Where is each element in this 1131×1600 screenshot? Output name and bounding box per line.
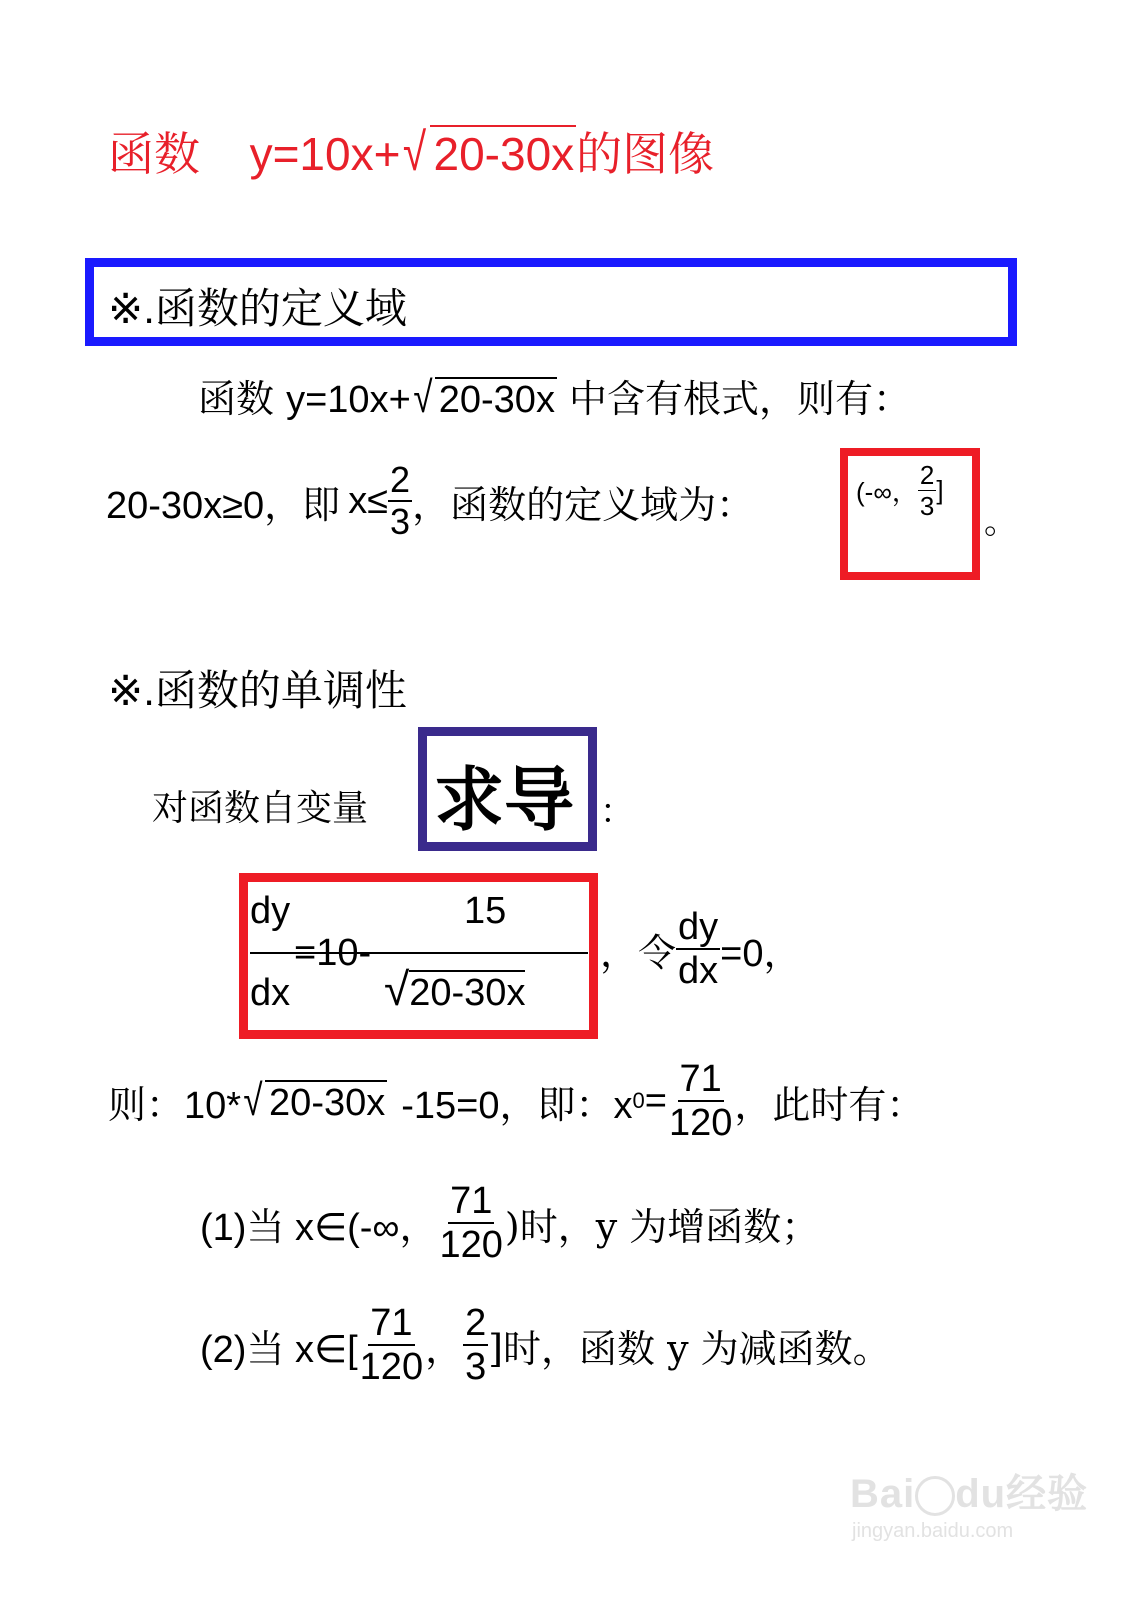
section1-heading: ※.函数的定义域 bbox=[108, 285, 407, 332]
line1-sqrt: √ 20-30x bbox=[413, 373, 555, 422]
section2-heading: ※.函数的单调性 bbox=[108, 667, 407, 714]
set-zero-dx: dx bbox=[678, 950, 719, 992]
qiudao-colon: ： bbox=[600, 792, 634, 832]
case1-label: (1)当 x∈(-∞， bbox=[200, 1206, 438, 1249]
x0-numerator: 71 bbox=[679, 1058, 722, 1100]
baidu-watermark bbox=[850, 1462, 1088, 1519]
set-zero-fraction bbox=[676, 908, 720, 990]
set-zero-suffix: =0， bbox=[720, 932, 802, 975]
line1-radicand: 20-30x bbox=[435, 377, 557, 422]
title-suffix: 的图像 bbox=[576, 128, 715, 180]
x0-denominator: 120 bbox=[668, 1102, 733, 1144]
domain-interval bbox=[856, 462, 944, 519]
domain-end-period: 。 bbox=[984, 502, 1018, 542]
case1-fraction bbox=[438, 1182, 505, 1264]
watermark-cn: 经验 bbox=[1006, 1472, 1089, 1516]
deriv-sqrt: √20-30x bbox=[384, 963, 526, 1015]
set-zero-dy: dy bbox=[678, 906, 719, 948]
case2-comma: ， bbox=[425, 1328, 464, 1371]
derivative-intro: 对函数自变量 bbox=[152, 788, 369, 829]
line1-prefix: 函数 bbox=[198, 377, 275, 421]
line1-suffix: 中含有根式，则有： bbox=[569, 377, 912, 421]
watermark-url: jingyan.baidu.com bbox=[852, 1520, 1014, 1542]
case2-denominator1: 120 bbox=[359, 1346, 424, 1388]
domain-right: ] bbox=[936, 475, 944, 505]
solve-eq: = bbox=[644, 1079, 667, 1122]
domain-line bbox=[106, 459, 755, 542]
solve-radicand: 20-30x bbox=[265, 1080, 387, 1125]
case2-denominator2: 3 bbox=[465, 1346, 487, 1388]
case1-numerator: 71 bbox=[450, 1180, 493, 1222]
deriv-dx: dx bbox=[250, 972, 291, 1014]
case2-label: (2)当 x∈[ bbox=[200, 1328, 358, 1371]
domain-mid-text: ，函数的定义域为： bbox=[412, 482, 755, 527]
title-sqrt: √ 20-30x bbox=[403, 123, 575, 182]
watermark-brand: Bai bbox=[850, 1472, 916, 1516]
case1-line bbox=[200, 1182, 819, 1264]
case1-close: )时，y 为增函数； bbox=[504, 1204, 820, 1249]
case2-fraction2 bbox=[463, 1304, 488, 1386]
solve-after: -15=0，即：x bbox=[401, 1084, 633, 1127]
fraction-numerator: 2 bbox=[390, 459, 411, 500]
title-prefix: 函数 bbox=[108, 128, 200, 180]
deriv-dy: dy bbox=[250, 890, 291, 932]
title-radicand: 20-30x bbox=[430, 125, 577, 181]
deriv-eq: =10- bbox=[294, 932, 372, 974]
solve-prefix: 则：10* bbox=[108, 1084, 242, 1127]
paw-icon bbox=[915, 1476, 955, 1516]
qiudao-label: 求导 bbox=[434, 758, 574, 841]
case2-line bbox=[200, 1304, 891, 1386]
deriv-numerator: 15 bbox=[464, 890, 507, 932]
set-zero bbox=[600, 908, 801, 990]
fraction-denominator: 3 bbox=[390, 501, 411, 542]
domain-reason-line bbox=[198, 368, 911, 423]
ineq-text: 20-30x≥0，即 bbox=[106, 484, 341, 527]
domain-fraction bbox=[918, 462, 936, 519]
deriv-radicand: 20-30x bbox=[409, 972, 526, 1014]
case2-numerator1: 71 bbox=[370, 1302, 413, 1344]
set-zero-prefix: ，令 bbox=[600, 930, 677, 975]
solve-subscript: 0 bbox=[632, 1088, 645, 1113]
solve-sqrt: √ 20-30x bbox=[243, 1076, 386, 1125]
two-thirds-fraction bbox=[388, 459, 412, 542]
solve-suffix: ，此时有： bbox=[734, 1082, 925, 1127]
case2-close: ]时，函数 y 为减函数。 bbox=[488, 1326, 891, 1371]
case2-numerator2: 2 bbox=[465, 1302, 487, 1344]
watermark-du: du bbox=[955, 1472, 1007, 1516]
line1-expr: y=10x+ bbox=[286, 379, 411, 421]
deriv-fraction-bar bbox=[250, 952, 588, 954]
domain-numerator: 2 bbox=[919, 460, 935, 490]
case1-denominator: 120 bbox=[439, 1224, 503, 1266]
case2-fraction1 bbox=[358, 1304, 425, 1386]
domain-left: (-∞， bbox=[856, 477, 918, 507]
page-title bbox=[108, 118, 714, 184]
x0-fraction bbox=[667, 1060, 734, 1142]
domain-denominator: 3 bbox=[919, 491, 935, 521]
title-expr: y=10x+ bbox=[249, 128, 401, 180]
x-le: x≤ bbox=[348, 479, 389, 522]
solve-line bbox=[108, 1060, 924, 1142]
derivative-formula bbox=[250, 880, 588, 1030]
